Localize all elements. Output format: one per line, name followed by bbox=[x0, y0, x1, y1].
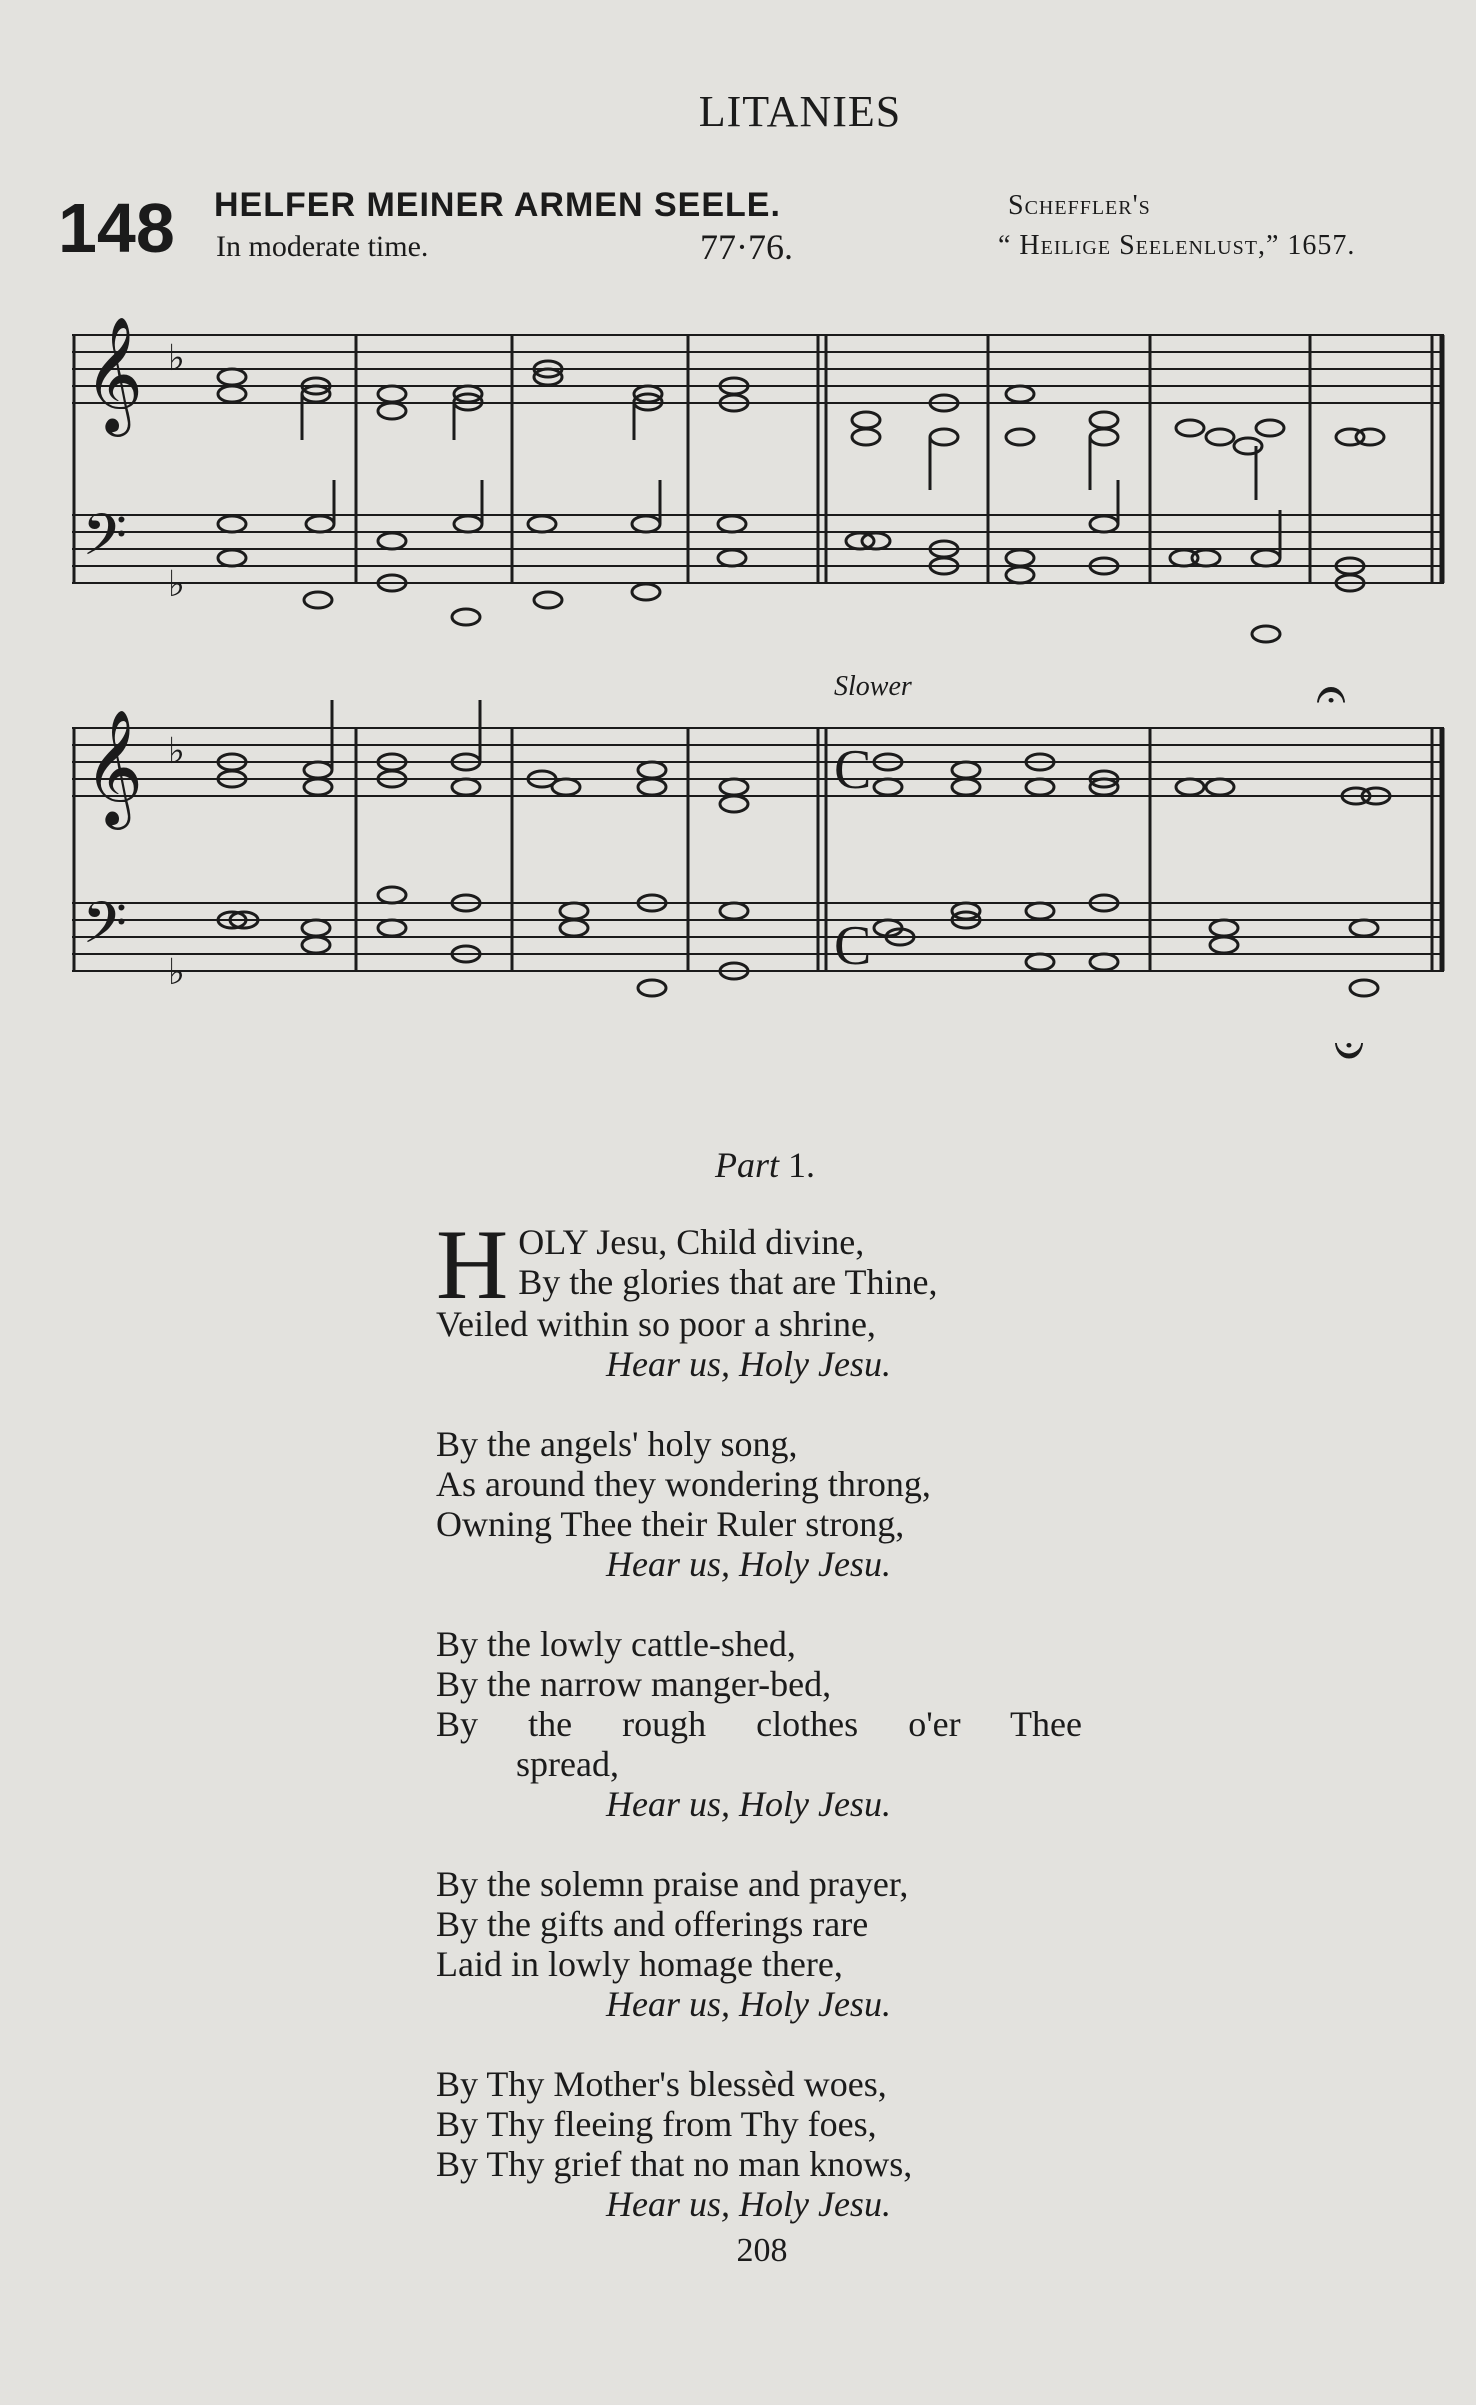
verse-5 bbox=[436, 2064, 1096, 2224]
hymn-number: 148 bbox=[58, 189, 175, 267]
key-signature-flat-2: ♭ bbox=[168, 731, 185, 771]
refrain-line: Hear us, Holy Jesu. bbox=[606, 1344, 891, 1384]
running-head: LITANIES bbox=[698, 87, 902, 136]
treble-staff-2 bbox=[72, 728, 1444, 796]
key-signature-flat-2b: ♭ bbox=[168, 952, 185, 992]
part-heading-number: 1. bbox=[788, 1145, 815, 1185]
fermata-bass-icon: 𝄑 bbox=[1334, 1018, 1365, 1080]
music-score bbox=[0, 300, 1476, 1080]
verse-line: By Thy fleeing from Thy foes, bbox=[436, 2104, 877, 2144]
treble-clef-2: 𝄞 bbox=[84, 708, 144, 825]
key-signature-flat-1b: ♭ bbox=[168, 564, 185, 604]
meter: 77·76. bbox=[700, 227, 793, 267]
verse-line: By the rough clothes o'er Thee bbox=[436, 1704, 1082, 1744]
treble-clef-1: 𝄞 bbox=[84, 315, 144, 432]
barlines-2 bbox=[74, 728, 1442, 971]
verse-line: By the lowly cattle-shed, bbox=[436, 1624, 796, 1664]
staff-system-2 bbox=[72, 662, 1444, 1080]
time-signature-common-bass: C bbox=[834, 915, 872, 977]
verse-line: By the angels' holy song, bbox=[436, 1424, 798, 1464]
refrain-line: Hear us, Holy Jesu. bbox=[606, 2184, 891, 2224]
key-signature-flat-1: ♭ bbox=[168, 338, 185, 378]
refrain-line: Hear us, Holy Jesu. bbox=[606, 1984, 891, 2024]
bass-clef-2: 𝄢 bbox=[82, 889, 128, 971]
verse-line: By Thy Mother's blessèd woes, bbox=[436, 2064, 887, 2104]
bass-staff-2 bbox=[72, 903, 1444, 971]
verse-line: As around they wondering throng, bbox=[436, 1464, 931, 1504]
verse-line: Owning Thee their Ruler strong, bbox=[436, 1504, 905, 1544]
verse-4 bbox=[436, 1864, 1096, 2024]
hymn-text bbox=[436, 1209, 1096, 2264]
refrain-line: Hear us, Holy Jesu. bbox=[606, 1544, 891, 1584]
bass-staff-1 bbox=[72, 515, 1444, 583]
verse-line: Veiled within so poor a shrine, bbox=[436, 1304, 876, 1344]
part-heading-label: Part bbox=[714, 1145, 779, 1185]
time-signature-common-treble: C bbox=[834, 739, 872, 801]
bass-clef-1: 𝄢 bbox=[82, 501, 128, 583]
verse-line: Laid in lowly homage there, bbox=[436, 1944, 843, 1984]
verse-line: By the narrow manger-bed, bbox=[436, 1664, 832, 1704]
refrain-line: Hear us, Holy Jesu. bbox=[606, 1784, 891, 1824]
verse-1 bbox=[436, 1209, 1096, 1384]
verse-2 bbox=[436, 1424, 1096, 1584]
verse-line: By Thy grief that no man knows, bbox=[436, 2144, 913, 2184]
verse-line: By the glories that are Thine, bbox=[518, 1262, 938, 1302]
staff-system-1 bbox=[72, 315, 1444, 642]
verse-line-continuation: spread, bbox=[516, 1744, 619, 1784]
drop-cap: H bbox=[436, 1209, 509, 1320]
page-number: 208 bbox=[736, 2232, 788, 2269]
tune-name: HELFER MEINER ARMEN SEELE. bbox=[214, 186, 781, 224]
fermata-icon: 𝄐 bbox=[1316, 662, 1347, 725]
barlines-1 bbox=[74, 335, 1442, 583]
treble-staff-1 bbox=[72, 335, 1444, 403]
direction-slower: Slower bbox=[834, 671, 912, 702]
part-heading bbox=[0, 1144, 1476, 1186]
source-line-2: “ Heilige Seelenlust,” 1657. bbox=[998, 230, 1356, 261]
tempo-marking: In moderate time. bbox=[216, 230, 429, 263]
source-line-1: Scheffler's bbox=[1008, 190, 1151, 221]
verse-3 bbox=[436, 1624, 1096, 1824]
verse-line: OLY Jesu, Child divine, bbox=[518, 1222, 865, 1262]
verse-line: By the gifts and offerings rare bbox=[436, 1904, 869, 1944]
verse-line: By the solemn praise and prayer, bbox=[436, 1864, 909, 1904]
